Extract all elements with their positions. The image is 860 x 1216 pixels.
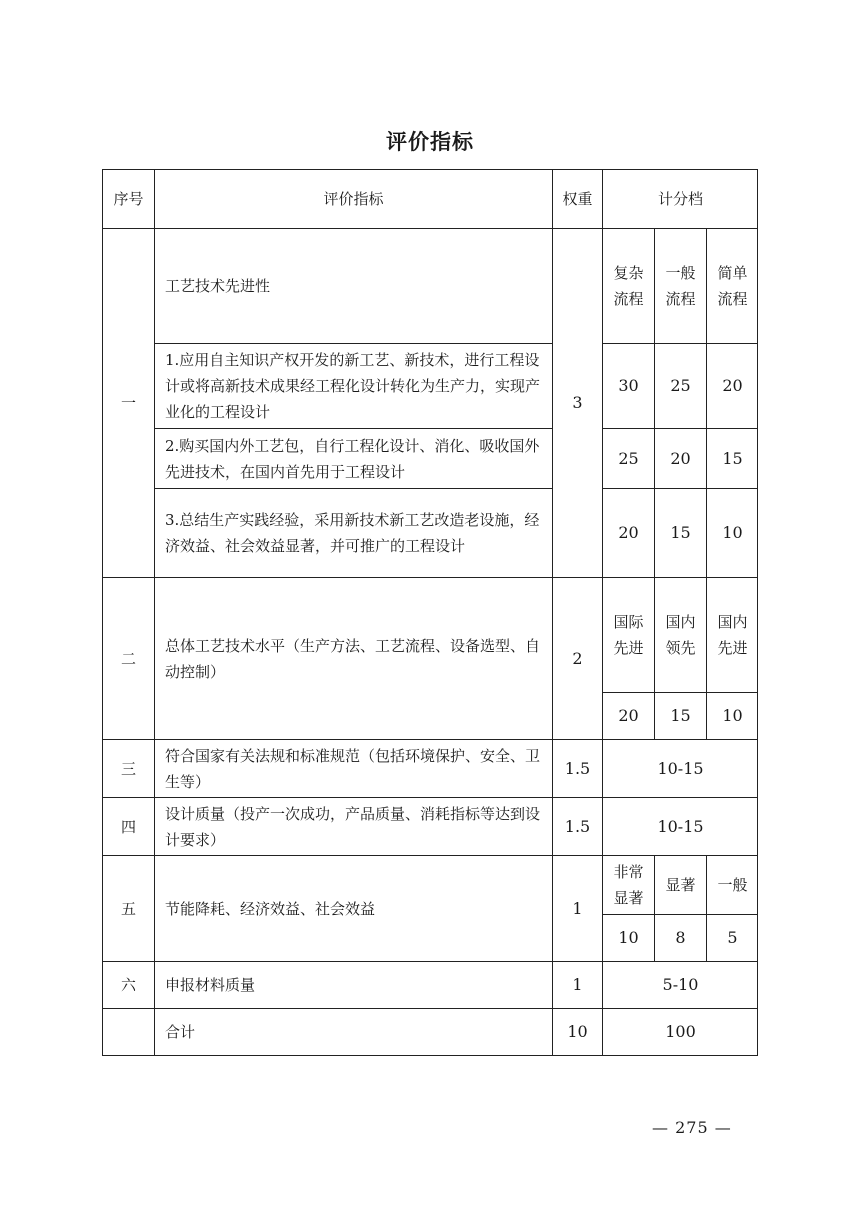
s4-seq: 四 <box>103 798 155 856</box>
s6-weight: 1 <box>553 962 603 1009</box>
header-weight: 权重 <box>553 170 603 229</box>
s3-score: 10-15 <box>603 740 758 798</box>
s1-item-2-score-1: 25 <box>603 429 655 489</box>
s2-level-1: 国际先进 <box>603 578 655 693</box>
s3-seq: 三 <box>103 740 155 798</box>
s2-title: 总体工艺技术水平（生产方法、工艺流程、设备选型、自动控制） <box>155 578 553 740</box>
s1-level-2: 一般流程 <box>655 229 707 344</box>
s1-title: 工艺技术先进性 <box>155 229 553 344</box>
s2-level-3: 国内先进 <box>707 578 758 693</box>
s6-score: 5-10 <box>603 962 758 1009</box>
s1-item-3: 3.总结生产实践经验，采用新技术新工艺改造老设施，经济效益、社会效益显著，并可推广的工程设计 <box>155 489 553 578</box>
s4-title: 设计质量（投产一次成功，产品质量、消耗指标等达到设计要求） <box>155 798 553 856</box>
header-seq: 序号 <box>103 170 155 229</box>
total-seq <box>103 1009 155 1055</box>
s5-title: 节能降耗、经济效益、社会效益 <box>155 856 553 962</box>
s2-level-2: 国内领先 <box>655 578 707 693</box>
s1-item-3-score-3: 10 <box>707 489 758 578</box>
s1-level-3: 简单流程 <box>707 229 758 344</box>
total-weight: 10 <box>553 1009 603 1055</box>
s6-title: 申报材料质量 <box>155 962 553 1009</box>
s6-seq: 六 <box>103 962 155 1009</box>
s1-item-2-score-3: 15 <box>707 429 758 489</box>
s5-level-3: 一般 <box>707 856 758 915</box>
evaluation-table <box>102 169 758 1056</box>
s1-item-1: 1.应用自主知识产权开发的新工艺、新技术，进行工程设计或将高新技术成果经工程化设计转化为生产力，实现产业化的工程设计 <box>155 344 553 429</box>
s1-item-3-score-1: 20 <box>603 489 655 578</box>
page-number: — 275 — <box>652 1118 732 1137</box>
s1-item-1-score-2: 25 <box>655 344 707 429</box>
s1-item-2: 2.购买国内外工艺包，自行工程化设计、消化、吸收国外先进技术，在国内首先用于工程设计 <box>155 429 553 489</box>
page-title: 评价指标 <box>386 130 474 154</box>
s1-weight: 3 <box>553 229 603 578</box>
s2-weight: 2 <box>553 578 603 740</box>
s1-item-1-score-3: 20 <box>707 344 758 429</box>
s5-level-2: 显著 <box>655 856 707 915</box>
s2-score-2: 15 <box>655 693 707 740</box>
s1-seq: 一 <box>103 229 155 578</box>
s5-score-2: 8 <box>655 915 707 962</box>
s1-item-3-score-2: 15 <box>655 489 707 578</box>
total-score: 100 <box>665 1022 696 1041</box>
s4-weight: 1.5 <box>553 798 603 856</box>
s4-score: 10-15 <box>603 798 758 856</box>
s2-seq: 二 <box>103 578 155 740</box>
header-score: 计分档 <box>603 170 758 229</box>
s5-score-1: 10 <box>603 915 655 962</box>
s5-weight: 1 <box>553 856 603 962</box>
s1-level-1: 复杂流程 <box>603 229 655 344</box>
s5-level-1: 非常显著 <box>603 856 655 915</box>
s2-score-3: 10 <box>707 693 758 740</box>
s1-item-1-score-1: 30 <box>603 344 655 429</box>
header-indicator: 评价指标 <box>155 170 553 229</box>
s3-title: 符合国家有关法规和标准规范（包括环境保护、安全、卫生等） <box>155 740 553 798</box>
s5-score-3: 5 <box>707 915 758 962</box>
s1-item-2-score-2: 20 <box>655 429 707 489</box>
total-title: 合计 <box>155 1009 553 1055</box>
s2-score-1: 20 <box>603 693 655 740</box>
s3-weight: 1.5 <box>553 740 603 798</box>
s5-seq: 五 <box>103 856 155 962</box>
